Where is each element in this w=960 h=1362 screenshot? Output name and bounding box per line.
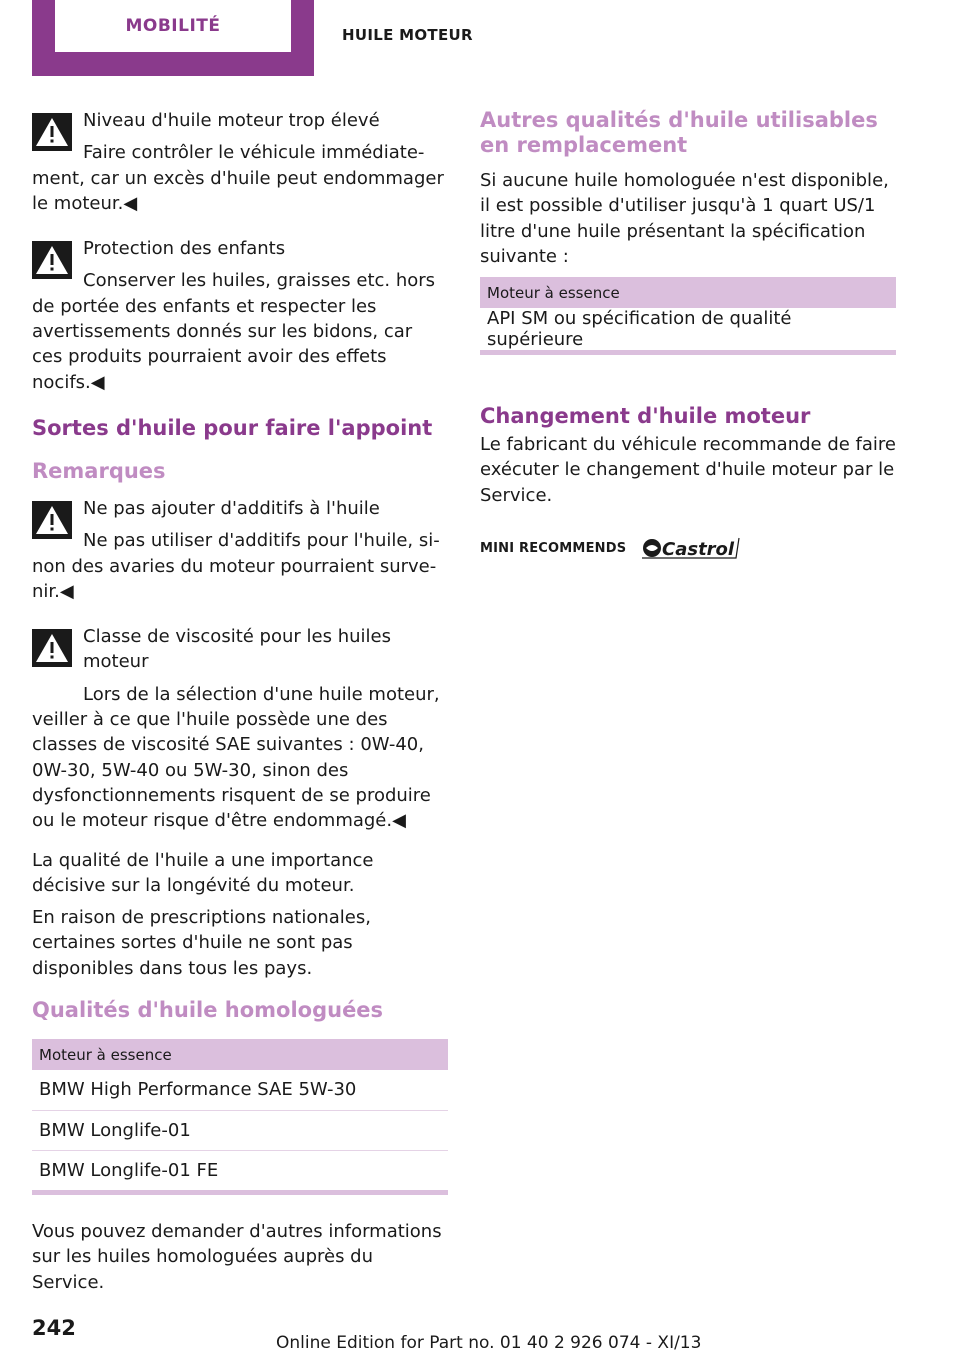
alt-oils-table bbox=[480, 277, 896, 350]
warning-block bbox=[32, 108, 448, 216]
section-tab bbox=[32, 0, 314, 76]
right-column bbox=[480, 108, 896, 560]
warning-block bbox=[32, 624, 448, 833]
warning-body: Ne pas utiliser d'additifs pour l'huile, sinon des avaries du moteur pourraient survenir.◀ bbox=[32, 530, 440, 602]
approved-oils-table bbox=[32, 1039, 448, 1190]
subsection-heading: Autres qualités d'huile utilisables en remplacement bbox=[480, 108, 878, 157]
alt-oils-table-wrap bbox=[480, 277, 896, 355]
table-header-cell: Moteur à essence bbox=[32, 1039, 448, 1070]
table-row bbox=[32, 1150, 448, 1190]
brand-text: MINI RECOMMENDS bbox=[480, 540, 627, 556]
warning-block bbox=[32, 496, 448, 604]
warning-triangle-icon bbox=[32, 241, 72, 279]
table-header-row bbox=[32, 1039, 448, 1070]
warning-triangle-icon bbox=[32, 113, 72, 151]
table-row bbox=[480, 308, 896, 350]
table-cell: BMW Longlife-01 bbox=[32, 1110, 448, 1150]
table-cell: BMW High Performance SAE 5W-30 bbox=[32, 1070, 448, 1110]
paragraph: En raison de prescriptions nationales, certaines sortes d'huile ne sont pas disponibles dans tous les pays. bbox=[32, 907, 371, 979]
subsection-heading: Qualités d'huile homologuées bbox=[32, 998, 384, 1023]
castrol-logo bbox=[640, 536, 740, 560]
warning-title: Ne pas ajouter d'additifs à l'huile bbox=[83, 497, 380, 519]
warning-title: Niveau d'huile moteur trop élevé bbox=[83, 110, 380, 131]
warning-title: Protection des enfants bbox=[83, 238, 286, 260]
section-tab-label: MOBILITÉ bbox=[125, 16, 221, 36]
warning-title: Classe de viscosité pour les huiles moteur bbox=[83, 626, 391, 673]
warning-body: Conserver les huiles, graisses etc. hors de portée des enfants et respecter les avertissements donnés sur les bidons, car ces produits pourraient avoir des effets nocifs.◀ bbox=[32, 270, 436, 393]
section-heading: Changement d'huile moteur bbox=[480, 404, 811, 429]
left-column bbox=[32, 108, 448, 1302]
castrol-logo-text: Castrol bbox=[662, 539, 735, 561]
edition-footer: Online Edition for Part no. 01 40 2 926 074 - XI/13 bbox=[276, 1333, 702, 1353]
table-cell: API SM ou spécification de qualité supérieure bbox=[487, 308, 792, 351]
warning-triangle-icon bbox=[32, 501, 72, 539]
table-row bbox=[32, 1070, 448, 1110]
table-bottom-bar bbox=[32, 1190, 448, 1195]
section-heading: Sortes d'huile pour faire l'appoint bbox=[32, 415, 433, 440]
subsection-heading: Remarques bbox=[32, 458, 166, 483]
warning-body: Lors de la sélection d'une huile moteur, veiller à ce que l'huile possède une des classes de viscosité SAE suivantes : 0W-40, 0W-30, 5W-40 ou 5W-30, sinon des dysfonctionnements risquent de se produire ou le moteur risque d'être endommagé.◀ bbox=[32, 683, 440, 832]
chapter-title: HUILE MOTEUR bbox=[342, 26, 473, 44]
section-tab-inner bbox=[55, 0, 291, 52]
warning-triangle-icon bbox=[32, 629, 72, 667]
paragraph: Vous pouvez demander d'autres informations sur les huiles homologuées auprès du Service. bbox=[32, 1221, 442, 1293]
paragraph: Le fabricant du véhicule recommande de faire exécuter le changement d'huile moteur par le Service. bbox=[480, 434, 896, 506]
table-bottom-bar bbox=[480, 350, 896, 355]
page-number: 242 bbox=[32, 1316, 76, 1340]
paragraph: La qualité de l'huile a une importance décisive sur la longévité du moteur. bbox=[32, 849, 374, 896]
approved-oils-table-wrap bbox=[32, 1039, 448, 1195]
warning-body: Faire contrôler le véhicule immédiatement, car un excès d'huile peut endommager le moteur.◀ bbox=[32, 142, 444, 214]
warning-block bbox=[32, 236, 448, 395]
paragraph: Si aucune huile homologuée n'est disponible, il est possible d'utiliser jusqu'à 1 quart US/1 litre d'une huile présentant la spécification suivante : bbox=[480, 170, 889, 267]
table-header-row bbox=[480, 277, 896, 308]
table-header-cell: Moteur à essence bbox=[480, 277, 896, 308]
table-row bbox=[32, 1110, 448, 1150]
brand-recommendation bbox=[480, 536, 896, 560]
table-cell: BMW Longlife-01 FE bbox=[39, 1159, 219, 1181]
